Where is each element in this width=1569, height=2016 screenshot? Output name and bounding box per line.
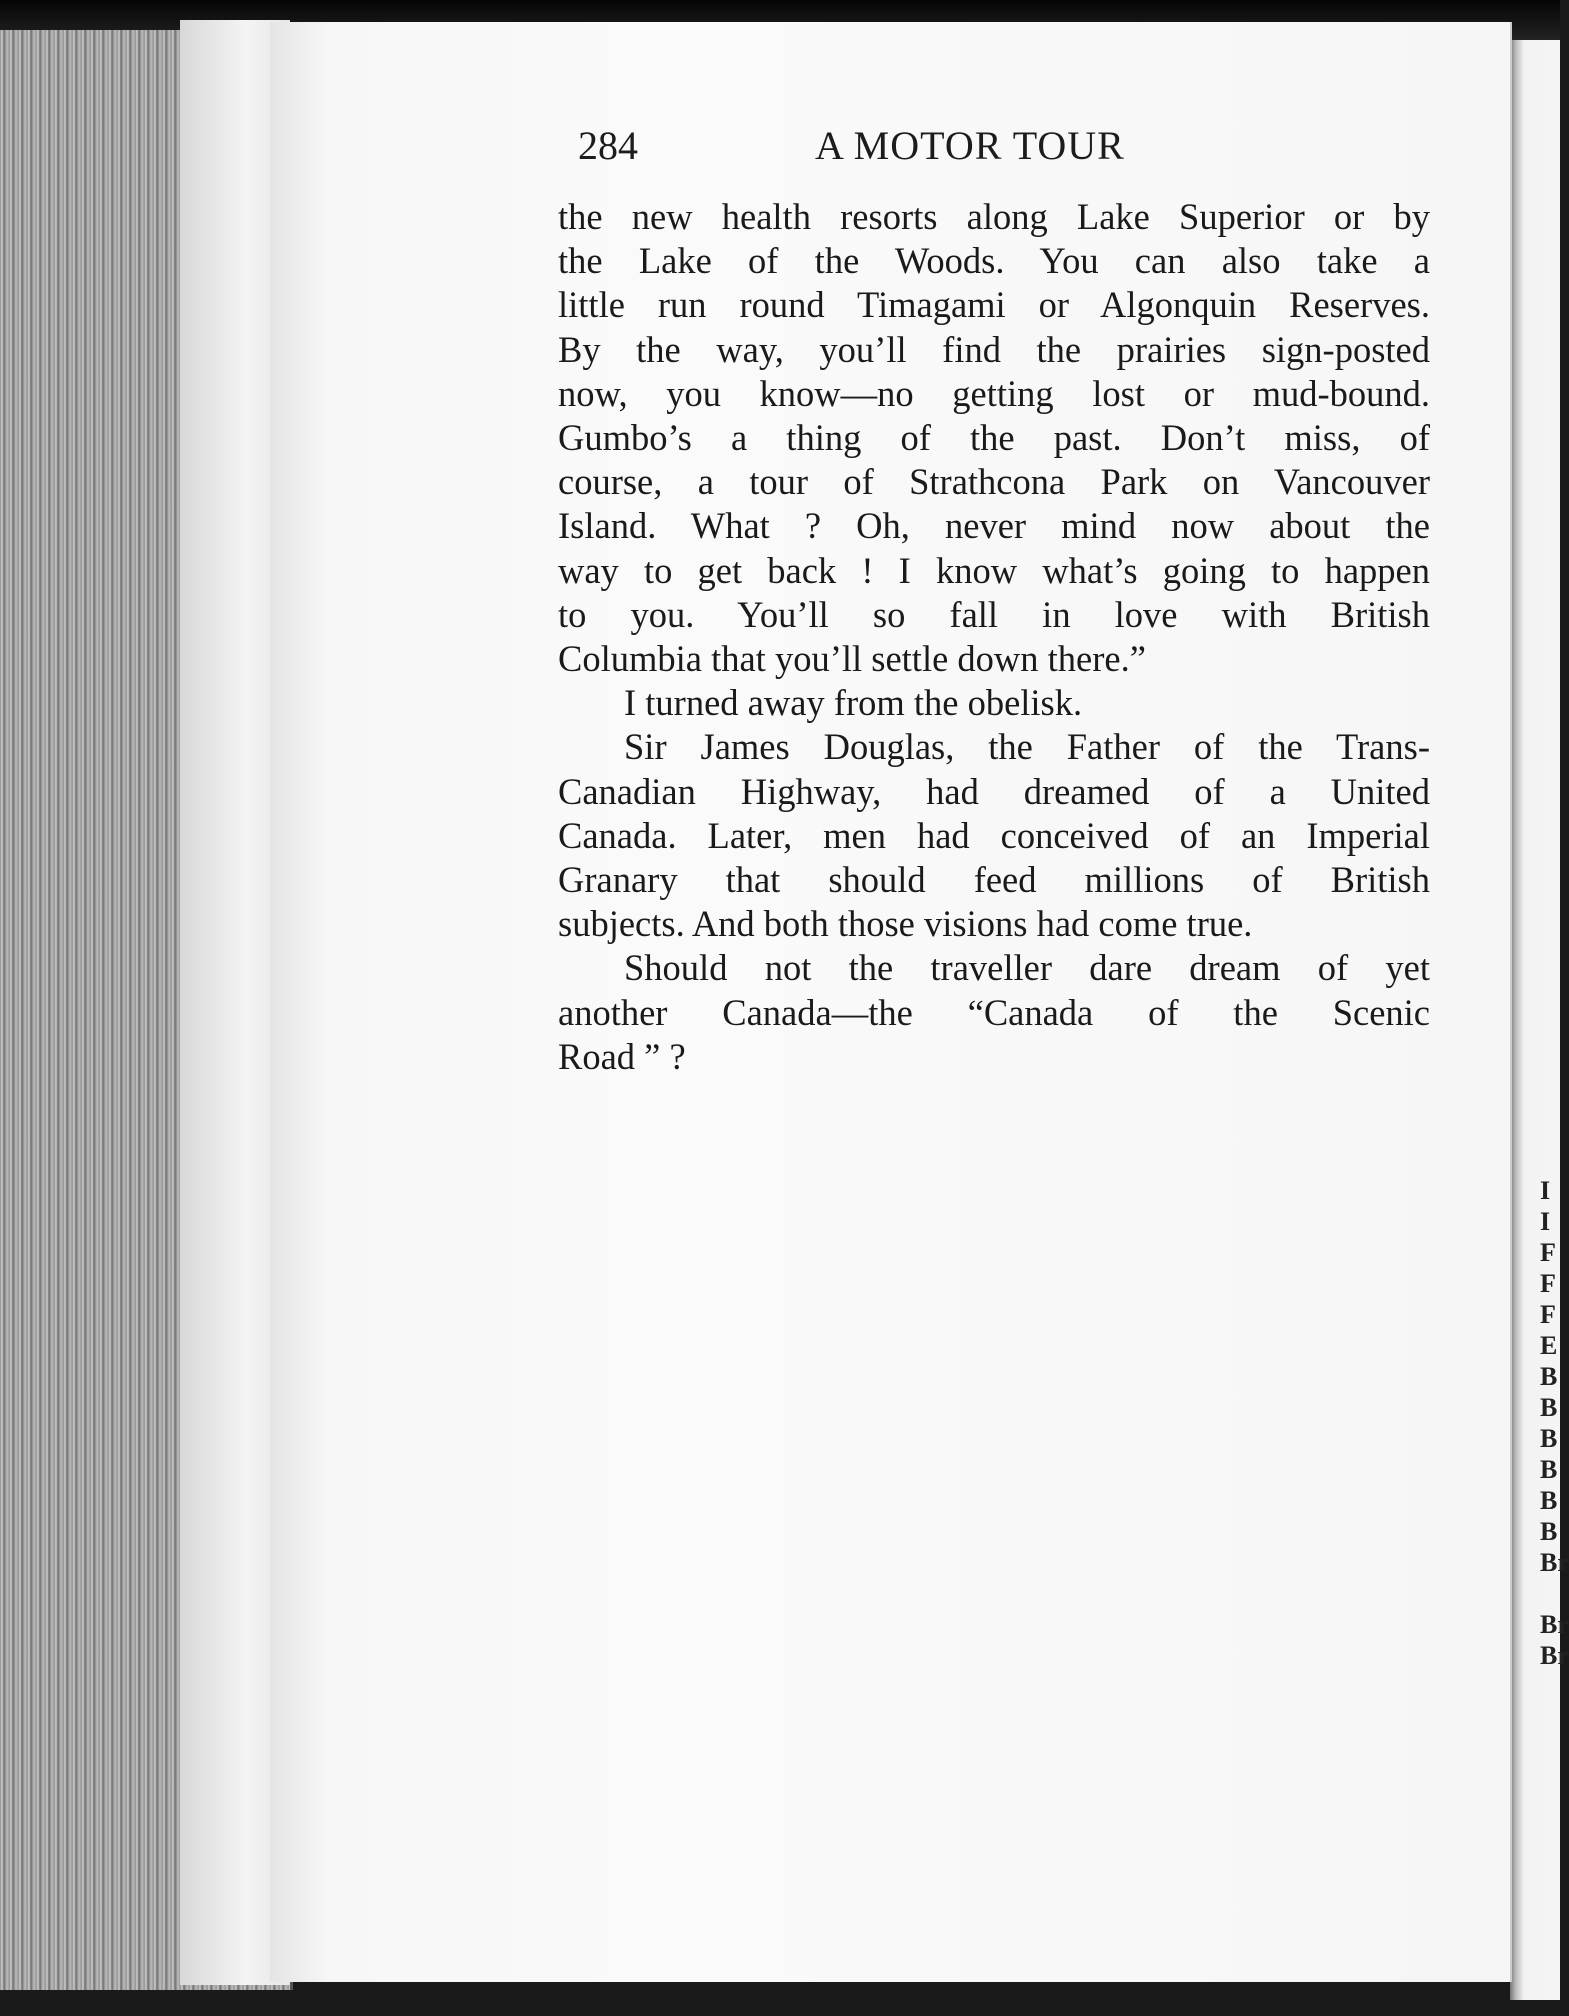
facing-page-letter: I (1540, 1176, 1551, 1205)
text-line: By the way, you’ll find the prairies sign-posted (558, 328, 1430, 370)
running-head (578, 122, 1198, 172)
text-line: course, a tour of Strathcona Park on Vancouver (558, 461, 1430, 503)
text-line: to you. You’ll so fall in love with British (558, 593, 1430, 635)
facing-page-letter: B (1540, 1486, 1558, 1515)
text-line: the Lake of the Woods. You can also take a (558, 240, 1430, 282)
text-line: little run round Timagami or Algonquin Reserves. (558, 284, 1430, 326)
text-line: Columbia that you’ll settle down there.” (558, 638, 1146, 680)
facing-page-fragments (1540, 1175, 1569, 1671)
paragraph-start: Should not the traveller dare dream of yet (624, 947, 1430, 989)
facing-page-letter: F (1540, 1238, 1556, 1267)
facing-page-letter: B (1540, 1455, 1558, 1484)
text-line: the new health resorts along Lake Superior or by (558, 196, 1430, 237)
text-line: Road ” ? (558, 1035, 686, 1077)
facing-page-letter: I (1540, 1207, 1551, 1236)
facing-page-letter: B (1540, 1424, 1558, 1453)
text-line: now, you know—no getting lost or mud-bound. (558, 372, 1430, 414)
text-line: another Canada—the “Canada of the Scenic (558, 991, 1430, 1033)
facing-page-edge (1510, 40, 1569, 2000)
facing-page-letter: B (1540, 1393, 1558, 1422)
facing-page-letter: Br (1540, 1548, 1569, 1577)
facing-page-letter: Br (1540, 1610, 1569, 1639)
page-number: 284 (578, 123, 638, 168)
body-text (558, 195, 1430, 1079)
facing-page-letter: B (1540, 1362, 1558, 1391)
facing-page-letter: B (1540, 1517, 1558, 1546)
text-line: Canada. Later, men had conceived of an Imperial (558, 814, 1430, 856)
facing-page-letter: F (1540, 1300, 1556, 1329)
text-line: Canadian Highway, had dreamed of a United (558, 770, 1430, 812)
text-line: Granary that should feed millions of British (558, 859, 1430, 901)
facing-page-gap (1540, 1578, 1560, 1609)
text-line: Gumbo’s a thing of the past. Don’t miss, of (558, 417, 1430, 459)
text-line: way to get back ! I know what’s going to happen (558, 549, 1430, 591)
facing-page-letter: F (1540, 1269, 1556, 1298)
facing-page-letter: Br (1540, 1641, 1569, 1670)
text-line: Island. What ? Oh, never mind now about the (558, 505, 1430, 547)
paragraph-start: Sir James Douglas, the Father of the Trans- (624, 726, 1430, 768)
facing-page-letter: E (1540, 1331, 1558, 1360)
text-line: subjects. And both those visions had come true. (558, 903, 1253, 945)
running-title: A MOTOR TOUR (815, 123, 1125, 168)
paragraph-start: I turned away from the obelisk. (624, 682, 1083, 724)
